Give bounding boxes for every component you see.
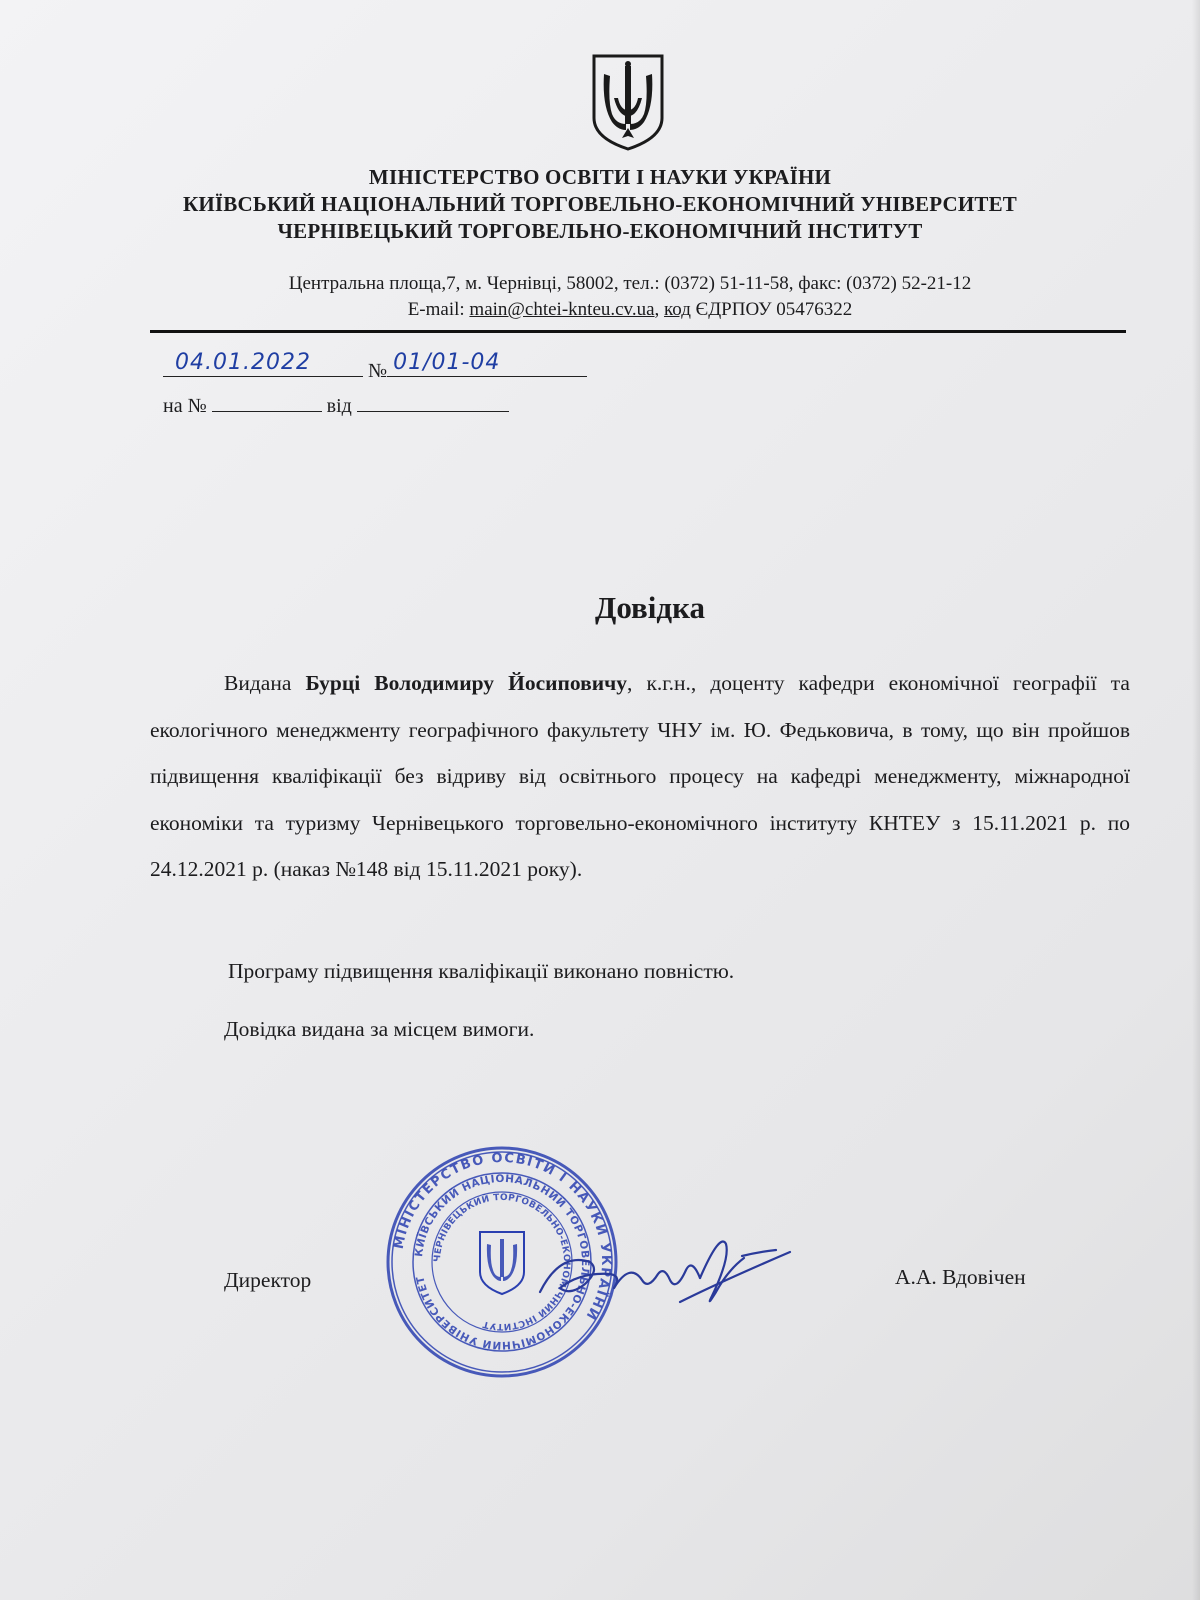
edrpou-code: ЄДРПОУ 05476322 (690, 299, 853, 320)
paragraph-start: Видана (224, 671, 306, 695)
handwritten-number: 01/01-04 (393, 350, 501, 375)
seal-outer-text: МІНІСТЕРСТВО ОСВІТИ І НАУКИ УКРАЇНИ (391, 1150, 614, 1323)
seal-middle-text: КИЇВСЬКИЙ НАЦІОНАЛЬНИЙ ТОРГОВЕЛЬНО-ЕКОНОМІЧНИЙ УНІВЕРСИТЕТ (413, 1172, 592, 1352)
document-title: Довідка (595, 590, 705, 625)
completion-paragraph: Програму підвищення кваліфікації виконано повністю. (228, 959, 735, 983)
director-signature (530, 1222, 800, 1332)
ministry-heading: МІНІСТЕРСТВО ОСВІТИ І НАУКИ УКРАЇНИ (368, 165, 832, 189)
recipient-name: Бурці Володимиру Йосиповичу (305, 671, 627, 695)
institute-heading: ЧЕРНІВЕЦЬКИЙ ТОРГОВЕЛЬНО-ЕКОНОМІЧНИЙ ІНСТИТУТ (277, 219, 923, 243)
email-separator: , (654, 299, 665, 320)
from-label: від (326, 395, 352, 417)
address-line: Центральна площа,7, м. Чернівці, 58002, тел.: (0372) 51-11-58, факс: (0372) 52-21-12 (288, 273, 972, 294)
date-field (163, 350, 363, 377)
seal-trident-icon (480, 1232, 524, 1294)
incoming-reference (163, 391, 509, 418)
number-field (387, 350, 587, 377)
director-label: Директор (224, 1268, 312, 1292)
email-prefix: E-mail: (407, 299, 470, 320)
handwritten-date: 04.01.2022 (175, 350, 311, 375)
issuance-paragraph: Довідка видана за місцем вимоги. (224, 1017, 535, 1041)
outgoing-reference (163, 350, 587, 383)
director-name: А.А. Вдовічен (895, 1265, 1026, 1289)
email-link[interactable]: main@chtei-knteu.cv.ua (469, 299, 655, 320)
main-paragraph (150, 660, 1130, 893)
university-heading: КИЇВСЬКИЙ НАЦІОНАЛЬНИЙ ТОРГОВЕЛЬНО-ЕКОНОМІЧНИЙ УНІВЕРСИТЕТ (182, 192, 1018, 216)
in-reply-date-field (357, 391, 509, 412)
coat-of-arms-icon (590, 52, 666, 152)
seal-inner-text: ЧЕРНІВЕЦЬКИЙ ТОРГОВЕЛЬНО-ЕКОНОМІЧНИЙ ІНСТИТУТ (432, 1192, 572, 1332)
in-reply-number-field (212, 391, 322, 412)
number-sign: № (368, 360, 388, 382)
in-reply-label: на № (163, 395, 207, 417)
letterhead-divider (150, 330, 1126, 333)
code-word: код (664, 299, 691, 320)
email-line (0, 298, 1200, 322)
paragraph-rest: , к.г.н., доценту кафедри економічної географії та екологічного менеджменту географічного факультету ЧНУ ім. Ю. Федьковича, в тому, що він пройшов підвищення кваліфікації без відриву від освітнього процесу на кафедрі менеджменту, міжнародної економіки та туризму Чернівецького торговельно-економічного інституту КНТЕУ з 15.11.2021 р. по 24.12.2021 р. (наказ №148 від 15.11.2021 року). (150, 671, 1130, 881)
